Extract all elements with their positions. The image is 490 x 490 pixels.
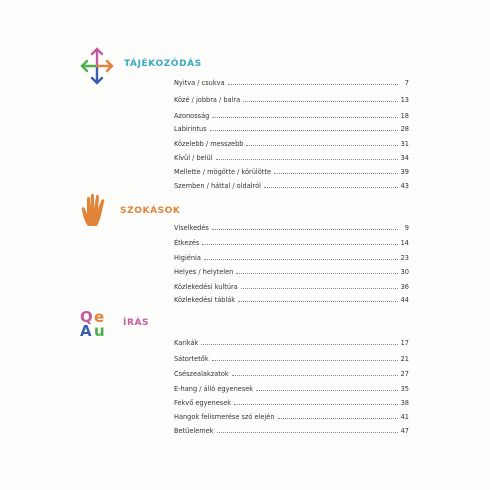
toc-entry-label: Mellette / mögötte / körülötte bbox=[174, 168, 272, 176]
toc-entry[interactable] bbox=[174, 222, 409, 232]
toc-entry-page: 44 bbox=[400, 296, 409, 304]
toc-entry-label: Nyitva / csukva bbox=[174, 79, 225, 87]
dot-leader bbox=[204, 259, 398, 260]
toc-entry[interactable] bbox=[174, 110, 409, 120]
toc-entry-label: Közelebb / messzebb bbox=[174, 140, 244, 148]
toc-entry[interactable] bbox=[174, 123, 409, 133]
toc-entry[interactable] bbox=[174, 138, 409, 148]
toc-entry[interactable] bbox=[174, 368, 409, 378]
toc-entry[interactable] bbox=[174, 411, 409, 421]
dot-leader bbox=[216, 159, 398, 160]
dot-leader bbox=[264, 187, 398, 188]
toc-entry-label: Fekvő egyenesek bbox=[174, 399, 232, 407]
toc-entry-page: 7 bbox=[404, 79, 409, 87]
hand-icon bbox=[80, 193, 110, 227]
toc-entry[interactable] bbox=[174, 152, 409, 162]
section-header-szokasok bbox=[120, 206, 181, 216]
toc-entry[interactable] bbox=[174, 94, 409, 104]
dot-leader bbox=[241, 288, 398, 289]
toc-entry-label: Hangok felismerése szó elején bbox=[174, 413, 275, 421]
toc-entry[interactable] bbox=[174, 353, 409, 363]
toc-entry-page: 18 bbox=[400, 112, 409, 120]
toc-entry[interactable] bbox=[174, 252, 409, 262]
dot-leader bbox=[238, 301, 397, 302]
toc-entry-label: Sátortetők bbox=[174, 355, 209, 363]
toc-entry[interactable] bbox=[174, 337, 409, 347]
toc-entry[interactable] bbox=[174, 237, 409, 247]
toc-entry-label: Étkezés bbox=[174, 239, 200, 247]
toc-entry-label: Kívül / belül bbox=[174, 154, 213, 162]
dot-leader bbox=[202, 244, 397, 245]
toc-entry-page: 21 bbox=[400, 355, 409, 363]
toc-entry-label: Közlekedési táblák bbox=[174, 296, 236, 304]
toc-entry-page: 9 bbox=[404, 224, 409, 232]
dot-leader bbox=[256, 390, 397, 391]
letter-a: A bbox=[80, 322, 92, 340]
dot-leader bbox=[228, 84, 398, 85]
toc-entry-page: 14 bbox=[400, 239, 409, 247]
toc-entry-page: 23 bbox=[400, 254, 409, 262]
dot-leader bbox=[212, 360, 398, 361]
section-title: ÍRÁS bbox=[123, 318, 150, 328]
toc-entry-page: 31 bbox=[400, 140, 409, 148]
dot-leader bbox=[243, 101, 397, 102]
letters-icon bbox=[80, 308, 116, 342]
toc-entry-label: Helyes / helytelen bbox=[174, 268, 234, 276]
section-title: TÁJÉKOZÓDÁS bbox=[124, 59, 202, 69]
toc-entry[interactable] bbox=[174, 397, 409, 407]
toc-entry-page: 17 bbox=[400, 339, 409, 347]
toc-entry-label: Csészealakzatok bbox=[174, 370, 229, 378]
toc-entry-label: Viselkedés bbox=[174, 224, 209, 232]
toc-entry[interactable] bbox=[174, 383, 409, 393]
four-arrows-icon bbox=[80, 46, 114, 86]
dot-leader bbox=[236, 273, 397, 274]
toc-entry[interactable] bbox=[174, 266, 409, 276]
toc-entry-page: 27 bbox=[400, 370, 409, 378]
section-header-tajekozodas bbox=[124, 59, 202, 69]
dot-leader bbox=[278, 418, 398, 419]
letter-e: e bbox=[94, 308, 105, 326]
dot-leader bbox=[210, 130, 398, 131]
dot-leader bbox=[274, 173, 398, 174]
toc-entry-label: E-hang / álló egyenesek bbox=[174, 385, 254, 393]
toc-entry-label: Higiénia bbox=[174, 254, 201, 262]
toc-entry-label: Azonosság bbox=[174, 112, 210, 120]
toc-entry-page: 28 bbox=[400, 125, 409, 133]
toc-entry[interactable] bbox=[174, 294, 409, 304]
toc-entry[interactable] bbox=[174, 166, 409, 176]
dot-leader bbox=[201, 344, 397, 345]
toc-entry[interactable] bbox=[174, 180, 409, 190]
toc-entry[interactable] bbox=[174, 425, 409, 435]
toc-entry-page: 30 bbox=[400, 268, 409, 276]
toc-entry-label: Labirintus bbox=[174, 125, 207, 133]
toc-entry-label: Karikák bbox=[174, 339, 199, 347]
toc-entry-page: 13 bbox=[400, 96, 409, 104]
letter-u: u bbox=[94, 322, 105, 340]
toc-entry-page: 43 bbox=[400, 182, 409, 190]
toc-entry-page: 36 bbox=[400, 283, 409, 291]
toc-entry-page: 35 bbox=[400, 385, 409, 393]
toc-entry-page: 34 bbox=[400, 154, 409, 162]
toc-entry-page: 38 bbox=[400, 399, 409, 407]
dot-leader bbox=[232, 375, 398, 376]
dot-leader bbox=[217, 432, 398, 433]
section-header-iras bbox=[123, 318, 149, 328]
toc-entry-label: Közlekedési kultúra bbox=[174, 283, 238, 291]
dot-leader bbox=[246, 145, 397, 146]
toc-entry[interactable] bbox=[174, 77, 409, 87]
dot-leader bbox=[212, 117, 397, 118]
letter-q: Q bbox=[80, 308, 93, 326]
toc-entry-page: 39 bbox=[400, 168, 409, 176]
toc-entry[interactable] bbox=[174, 281, 409, 291]
dot-leader bbox=[234, 404, 398, 405]
dot-leader bbox=[212, 229, 398, 230]
toc-entry-label: Szemben / háttal / oldalról bbox=[174, 182, 261, 190]
toc-entry-page: 47 bbox=[400, 427, 409, 435]
toc-entry-label: Közé / jobbra / balra bbox=[174, 96, 241, 104]
section-title: SZOKÁSOK bbox=[120, 206, 181, 216]
toc-entry-label: Betűelemek bbox=[174, 427, 214, 435]
toc-entry-page: 41 bbox=[400, 413, 409, 421]
